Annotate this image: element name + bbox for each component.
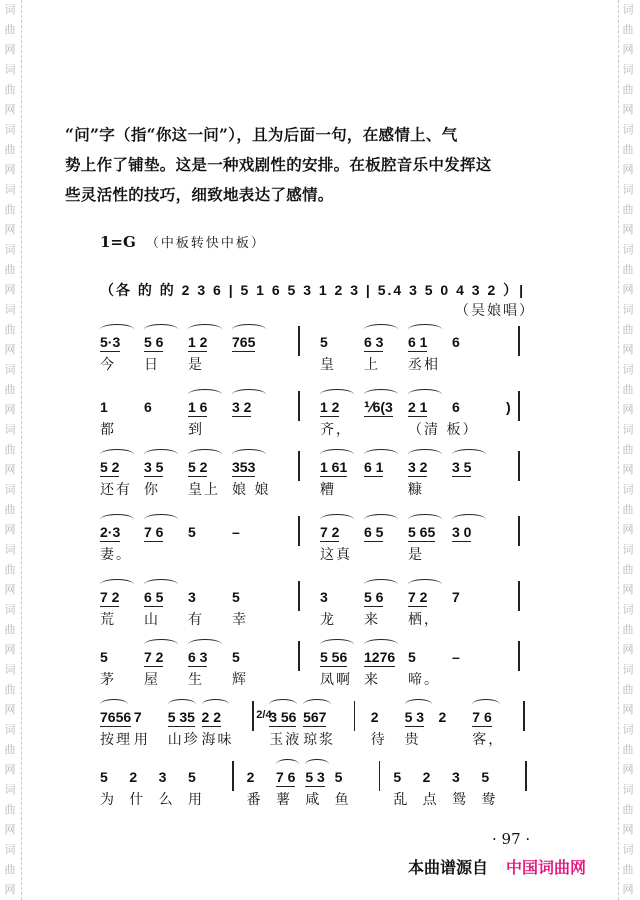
- slur: [408, 389, 442, 400]
- meter-mark: ): [506, 399, 511, 415]
- bar-line: [518, 641, 520, 671]
- slur: [202, 699, 230, 710]
- score-line: [100, 575, 540, 635]
- slur: [188, 639, 222, 650]
- note-group: 7 6: [144, 524, 164, 540]
- slur: [100, 514, 134, 525]
- slur: [144, 324, 178, 335]
- bar-line: [518, 326, 520, 356]
- note-group: 3 5: [452, 459, 472, 475]
- note-group: 3 56: [269, 709, 297, 725]
- note-group: 5 2: [188, 459, 208, 475]
- prose-paragraph: [65, 120, 492, 210]
- note-group: 3 5: [144, 459, 164, 475]
- score-line: [100, 385, 540, 445]
- slur: [364, 514, 398, 525]
- lyric: 客，: [472, 732, 505, 748]
- note-group: 567: [303, 709, 327, 725]
- page-number: · 97 ·: [492, 830, 531, 848]
- note-group: 2: [370, 709, 379, 725]
- slur: [320, 639, 354, 650]
- lyric: 用: [133, 732, 150, 748]
- lyric: 凤啊: [320, 672, 352, 688]
- slur: [144, 514, 178, 525]
- note-group: 353: [232, 459, 256, 475]
- bar-line: [298, 516, 300, 546]
- intro-notes: （各 的 的 2 3 6 | 5 1 6 5 3 1 2 3 | 5.4 3 5 0 4 3 2 ）|: [100, 282, 526, 298]
- lyric: 今: [100, 357, 116, 373]
- bar-line: [252, 701, 254, 731]
- bar-line: [298, 391, 300, 421]
- score-line: [100, 635, 540, 695]
- lyric: 鸳: [452, 792, 468, 808]
- note-group: 5: [320, 334, 328, 350]
- lyric: 待: [370, 732, 387, 748]
- left-margin-divider: [21, 0, 22, 900]
- lyric: 鱼: [334, 792, 351, 808]
- prose-line: “问”字（指“你这一问”），且为后面一句，在感情上、气: [65, 125, 458, 144]
- note-group: 7 2: [408, 589, 428, 605]
- note-group: 7 2: [144, 649, 164, 665]
- lyric: 来: [364, 672, 380, 688]
- note-group: 765: [232, 334, 256, 350]
- watermark-left: 词 曲 网 词 曲 网 词 曲 网 词 曲 网 词 曲 网 词 曲 网 词 曲 网 词 曲 网 词 曲 网 词 曲 网 词 曲 网 词 曲 网 词 曲 网 词 曲 网 词 曲 网: [4, 3, 16, 896]
- lyric: 为: [100, 792, 116, 808]
- slur: [232, 324, 266, 335]
- note-group: 2: [129, 769, 138, 785]
- bar-line: [298, 641, 300, 671]
- bar-line: [298, 451, 300, 481]
- lyric: 皇上: [188, 482, 220, 498]
- lyric: 上: [364, 357, 380, 373]
- slur: [232, 449, 266, 460]
- intro-line: [100, 268, 540, 328]
- lyric: 都: [100, 422, 116, 438]
- slur: [100, 324, 134, 335]
- lyric: 生: [188, 672, 204, 688]
- key-signature: [100, 232, 266, 251]
- note-group: 5: [334, 769, 343, 785]
- source-credit: [408, 855, 586, 878]
- lyric: 按理: [100, 732, 132, 748]
- bar-line: [523, 701, 525, 731]
- note-group: 5: [393, 769, 402, 785]
- lyric: 海味: [201, 732, 234, 748]
- note-group: 5 65: [408, 524, 436, 540]
- key: 1=G: [100, 233, 136, 251]
- score-line: [100, 445, 540, 505]
- lyric: 这真: [320, 547, 352, 563]
- slur: [232, 389, 266, 400]
- note-group: 5: [100, 649, 108, 665]
- singer-label: （吴娘唱）: [455, 303, 535, 319]
- note-group: 7 6: [472, 709, 492, 725]
- note-group: 6 5: [144, 589, 164, 605]
- prose-line: 势上作了铺垫。这是一种戏剧性的安排。在板腔音乐中发挥这: [65, 155, 492, 174]
- note-group: 7: [452, 589, 460, 605]
- note-group: 5 3: [305, 769, 325, 785]
- lyric: 妻。: [100, 547, 132, 563]
- lyric: 啼。: [408, 672, 440, 688]
- note-group: 5: [188, 769, 196, 785]
- slur: [276, 759, 299, 770]
- lyric: 点: [422, 792, 439, 808]
- slur: [364, 324, 398, 335]
- note-group: 5: [408, 649, 416, 665]
- watermark-right: 词 曲 网 词 曲 网 词 曲 网 词 曲 网 词 曲 网 词 曲 网 词 曲 网 词 曲 网 词 曲 网 词 曲 网 词 曲 网 词 曲 网 词 曲 网 词 曲 网 词 曲 网: [622, 3, 634, 896]
- note-group: 6: [144, 399, 152, 415]
- lyric: 齐，: [320, 422, 352, 438]
- lyric: 山: [144, 612, 160, 628]
- note-group: 7656: [100, 709, 132, 725]
- note-group: 3 2: [232, 399, 252, 415]
- lyric: 辉: [232, 672, 248, 688]
- tempo-marking: （中板转快中板）: [145, 236, 266, 251]
- slur: [408, 324, 442, 335]
- slur: [168, 699, 196, 710]
- note-group: 6: [452, 399, 460, 415]
- prose-line: 些灵活性的技巧，细致地表达了感情。: [65, 185, 334, 204]
- lyric: 皇: [320, 357, 336, 373]
- lyric: 荒: [100, 612, 116, 628]
- lyric: 幸: [232, 612, 248, 628]
- lyric: 琼浆: [303, 732, 336, 748]
- note-group: 6 3: [188, 649, 208, 665]
- lyric: 到: [188, 422, 204, 438]
- slur: [408, 449, 442, 460]
- slur: [144, 449, 178, 460]
- note-group: 5 2: [100, 459, 120, 475]
- slur: [144, 639, 178, 650]
- lyric: 贵: [404, 732, 421, 748]
- bar-line: [298, 326, 300, 356]
- lyric: 咸: [305, 792, 322, 808]
- bar-line: [518, 516, 520, 546]
- slur: [144, 579, 178, 590]
- note-group: 2 2: [201, 709, 221, 725]
- score-line: [100, 320, 540, 380]
- slur: [188, 324, 222, 335]
- lyric: 丞相: [408, 357, 440, 373]
- lyric: 么: [158, 792, 175, 808]
- note-group: 5 56: [320, 649, 348, 665]
- slur: [320, 514, 354, 525]
- note-group: 5 6: [364, 589, 384, 605]
- note-group: 2: [438, 709, 447, 725]
- slur: [364, 639, 398, 650]
- slur: [364, 579, 398, 590]
- lyric: 乱: [393, 792, 410, 808]
- note-group: 6: [452, 334, 460, 350]
- source-brand: 中国词曲网: [506, 858, 587, 877]
- note-group: 3: [158, 769, 167, 785]
- source-label: 本曲谱源自: [408, 858, 489, 877]
- lyric: 糟: [320, 482, 336, 498]
- lyric: 龙: [320, 612, 336, 628]
- bar-line: [518, 581, 520, 611]
- lyric: 还有: [100, 482, 132, 498]
- slur: [305, 759, 328, 770]
- lyric: 鸯: [481, 792, 498, 808]
- lyric: 娘 娘: [232, 482, 271, 498]
- bar-line: [354, 701, 356, 731]
- lyric: 番: [246, 792, 263, 808]
- lyric: 有: [188, 612, 204, 628]
- slur: [320, 389, 354, 400]
- note-group: 6 5: [364, 524, 384, 540]
- note-group: 3: [320, 589, 328, 605]
- slur: [303, 699, 331, 710]
- bar-line: [518, 451, 520, 481]
- note-group: 7 2: [320, 524, 340, 540]
- note-group: 2 1: [408, 399, 428, 415]
- note-group: 5 35: [167, 709, 195, 725]
- lyric: 屋: [144, 672, 160, 688]
- slur: [364, 389, 398, 400]
- meter-mark: 2/4: [256, 709, 272, 721]
- note-group: 2: [246, 769, 255, 785]
- note-group: 5: [481, 769, 490, 785]
- score-line: [100, 695, 540, 755]
- note-group: 5 3: [404, 709, 425, 725]
- slur: [100, 579, 134, 590]
- note-group: 5: [232, 649, 240, 665]
- lyric: 糠: [408, 482, 424, 498]
- slur: [452, 514, 486, 525]
- note-group: 3: [188, 589, 196, 605]
- lyric: 什: [129, 792, 146, 808]
- slur: [364, 449, 398, 460]
- note-group: –: [232, 524, 240, 540]
- slur: [100, 699, 128, 710]
- note-group: 6 1: [364, 459, 384, 475]
- bar-line: [379, 761, 381, 791]
- lyric: 是: [408, 547, 424, 563]
- lyric: 日: [144, 357, 160, 373]
- score-line: [100, 755, 540, 815]
- lyric: 玉液: [269, 732, 302, 748]
- lyric: 你: [144, 482, 160, 498]
- lyric: 是: [188, 357, 204, 373]
- lyric: 来: [364, 612, 380, 628]
- note-group: 6 3: [364, 334, 384, 350]
- note-group: 3 0: [452, 524, 472, 540]
- slur: [100, 449, 134, 460]
- bar-line: [298, 581, 300, 611]
- slur: [408, 579, 442, 590]
- note-group: 7 2: [100, 589, 120, 605]
- slur: [320, 449, 354, 460]
- note-group: 5: [232, 589, 240, 605]
- note-group: 7: [133, 709, 142, 725]
- lyric: 用: [188, 792, 204, 808]
- score-line: [100, 510, 540, 570]
- slur: [452, 449, 486, 460]
- note-group: 1 2: [188, 334, 208, 350]
- note-group: 6 1: [408, 334, 428, 350]
- note-group: 5·3: [100, 334, 121, 350]
- note-group: 2: [422, 769, 431, 785]
- slur: [408, 514, 442, 525]
- note-group: –: [452, 649, 460, 665]
- note-group: 5: [100, 769, 108, 785]
- note-group: 5 6: [144, 334, 164, 350]
- slur: [472, 699, 500, 710]
- bar-line: [518, 391, 520, 421]
- note-group: 3: [452, 769, 460, 785]
- lyric: 栖，: [408, 612, 440, 628]
- bar-line: [525, 761, 527, 791]
- slur: [405, 699, 433, 710]
- slur: [188, 449, 222, 460]
- slur: [188, 389, 222, 400]
- note-group: 1 6: [188, 399, 208, 415]
- note-group: 1 2: [320, 399, 340, 415]
- note-group: ⅟6(3: [364, 399, 393, 415]
- slur: [269, 699, 297, 710]
- note-group: 1 61: [320, 459, 348, 475]
- bar-line: [232, 761, 234, 791]
- note-group: 2·3: [100, 524, 121, 540]
- lyric: 山珍: [167, 732, 200, 748]
- note-group: 7 6: [276, 769, 296, 785]
- note-group: 1: [100, 399, 108, 415]
- note-group: 3 2: [408, 459, 428, 475]
- note-group: 1276: [364, 649, 396, 665]
- lyric: 薯: [276, 792, 292, 808]
- lyric: （清 板）: [408, 422, 479, 438]
- lyric: 茅: [100, 672, 116, 688]
- note-group: 5: [188, 524, 196, 540]
